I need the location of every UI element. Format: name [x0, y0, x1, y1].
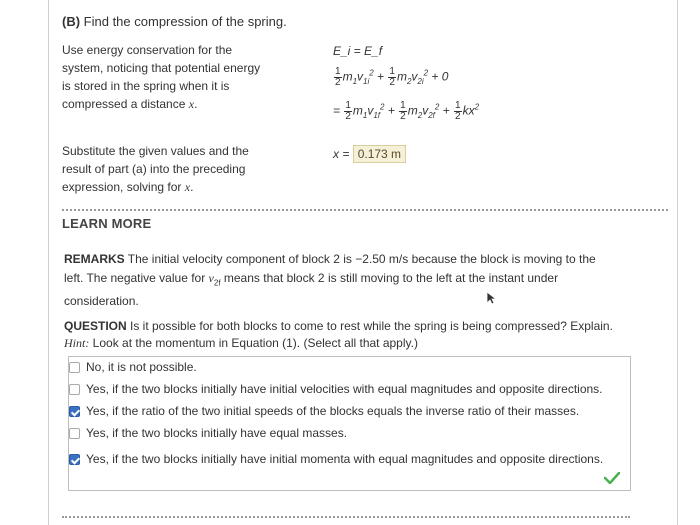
section-divider	[62, 209, 668, 211]
option-label: Yes, if the ratio of the two initial speeds of the blocks equals the inverse ratio of their masses.	[86, 404, 580, 418]
step2-description	[62, 142, 287, 196]
step1-line: system, noticing that potential energy	[62, 61, 261, 75]
step1-description	[62, 41, 287, 113]
equation-energy-conservation	[333, 44, 382, 58]
equation-answer	[333, 145, 406, 163]
part-heading	[62, 14, 287, 29]
option-label: Yes, if the two blocks initially have initial velocities with equal magnitudes and opposite directions.	[86, 382, 603, 396]
part-label: (B)	[62, 14, 81, 29]
answer-options-box	[68, 356, 631, 491]
question-block	[64, 318, 664, 352]
equation-line-3: = $\frac{1}{2}$ $m_1v_{1f}^2$ + $\frac{1}{2}$ $m_2v_{2f}^2$ + $\frac{1}{2}$ $kx^2$	[333, 100, 480, 122]
step2-line: result of part (a) into the preceding	[62, 162, 246, 176]
remarks-label: REMARKS	[64, 252, 125, 266]
checkbox-checked[interactable]	[69, 406, 80, 417]
step1-line: Use energy conservation for the	[62, 43, 233, 57]
learn-more-heading: LEARN MORE	[62, 216, 152, 231]
option-label: No, it is not possible.	[86, 360, 197, 374]
checkbox-checked[interactable]	[69, 454, 80, 465]
answer-variable: x =	[333, 147, 350, 161]
checkbox[interactable]	[69, 362, 80, 373]
checkbox[interactable]	[69, 428, 80, 439]
part-title: Find the compression of the spring.	[83, 14, 287, 29]
checkbox[interactable]	[69, 384, 80, 395]
correct-checkmark-icon	[604, 472, 620, 484]
option-label: Yes, if the two blocks initially have equal masses.	[86, 426, 348, 440]
question-text: Is it possible for both blocks to come to rest while the spring is being compressed? Explain.	[126, 319, 613, 333]
option-item[interactable]	[69, 357, 197, 377]
option-label: Yes, if the two blocks initially have initial momenta with equal magnitudes and opposite directions.	[86, 452, 604, 466]
step1-line: is stored in the spring when it is	[62, 79, 230, 93]
bottom-divider	[62, 516, 630, 518]
equation-text: E_i = E_f	[333, 44, 383, 58]
hint-label: Hint:	[64, 336, 90, 350]
mouse-pointer-icon	[486, 291, 498, 305]
option-item[interactable]	[69, 379, 603, 399]
step2-line: Substitute the given values and the	[62, 144, 249, 158]
step2-line: expression, solving for x.	[62, 180, 194, 194]
equation-line-2: $\frac{1}{2}$ $m_1v_{1i}^2$ + $\frac{1}{2}$ $m_2v_{2i}^2 + 0$	[335, 66, 449, 88]
step1-line: compressed a distance x.	[62, 97, 198, 111]
answer-value-box: 0.173 m	[353, 145, 406, 163]
question-label: QUESTION	[64, 319, 127, 333]
hint-text: Look at the momentum in Equation (1). (Select all that apply.)	[89, 336, 418, 350]
option-item[interactable]	[69, 423, 347, 443]
option-item[interactable]	[69, 401, 579, 421]
option-item[interactable]	[69, 449, 603, 469]
remarks-paragraph: REMARKS The initial velocity component of block 2 is −2.50 m/s because the block is moving to the left. The negative value for $v_{2f}$ means that block 2 is still moving to the left at the instant under consideration.	[64, 252, 596, 309]
